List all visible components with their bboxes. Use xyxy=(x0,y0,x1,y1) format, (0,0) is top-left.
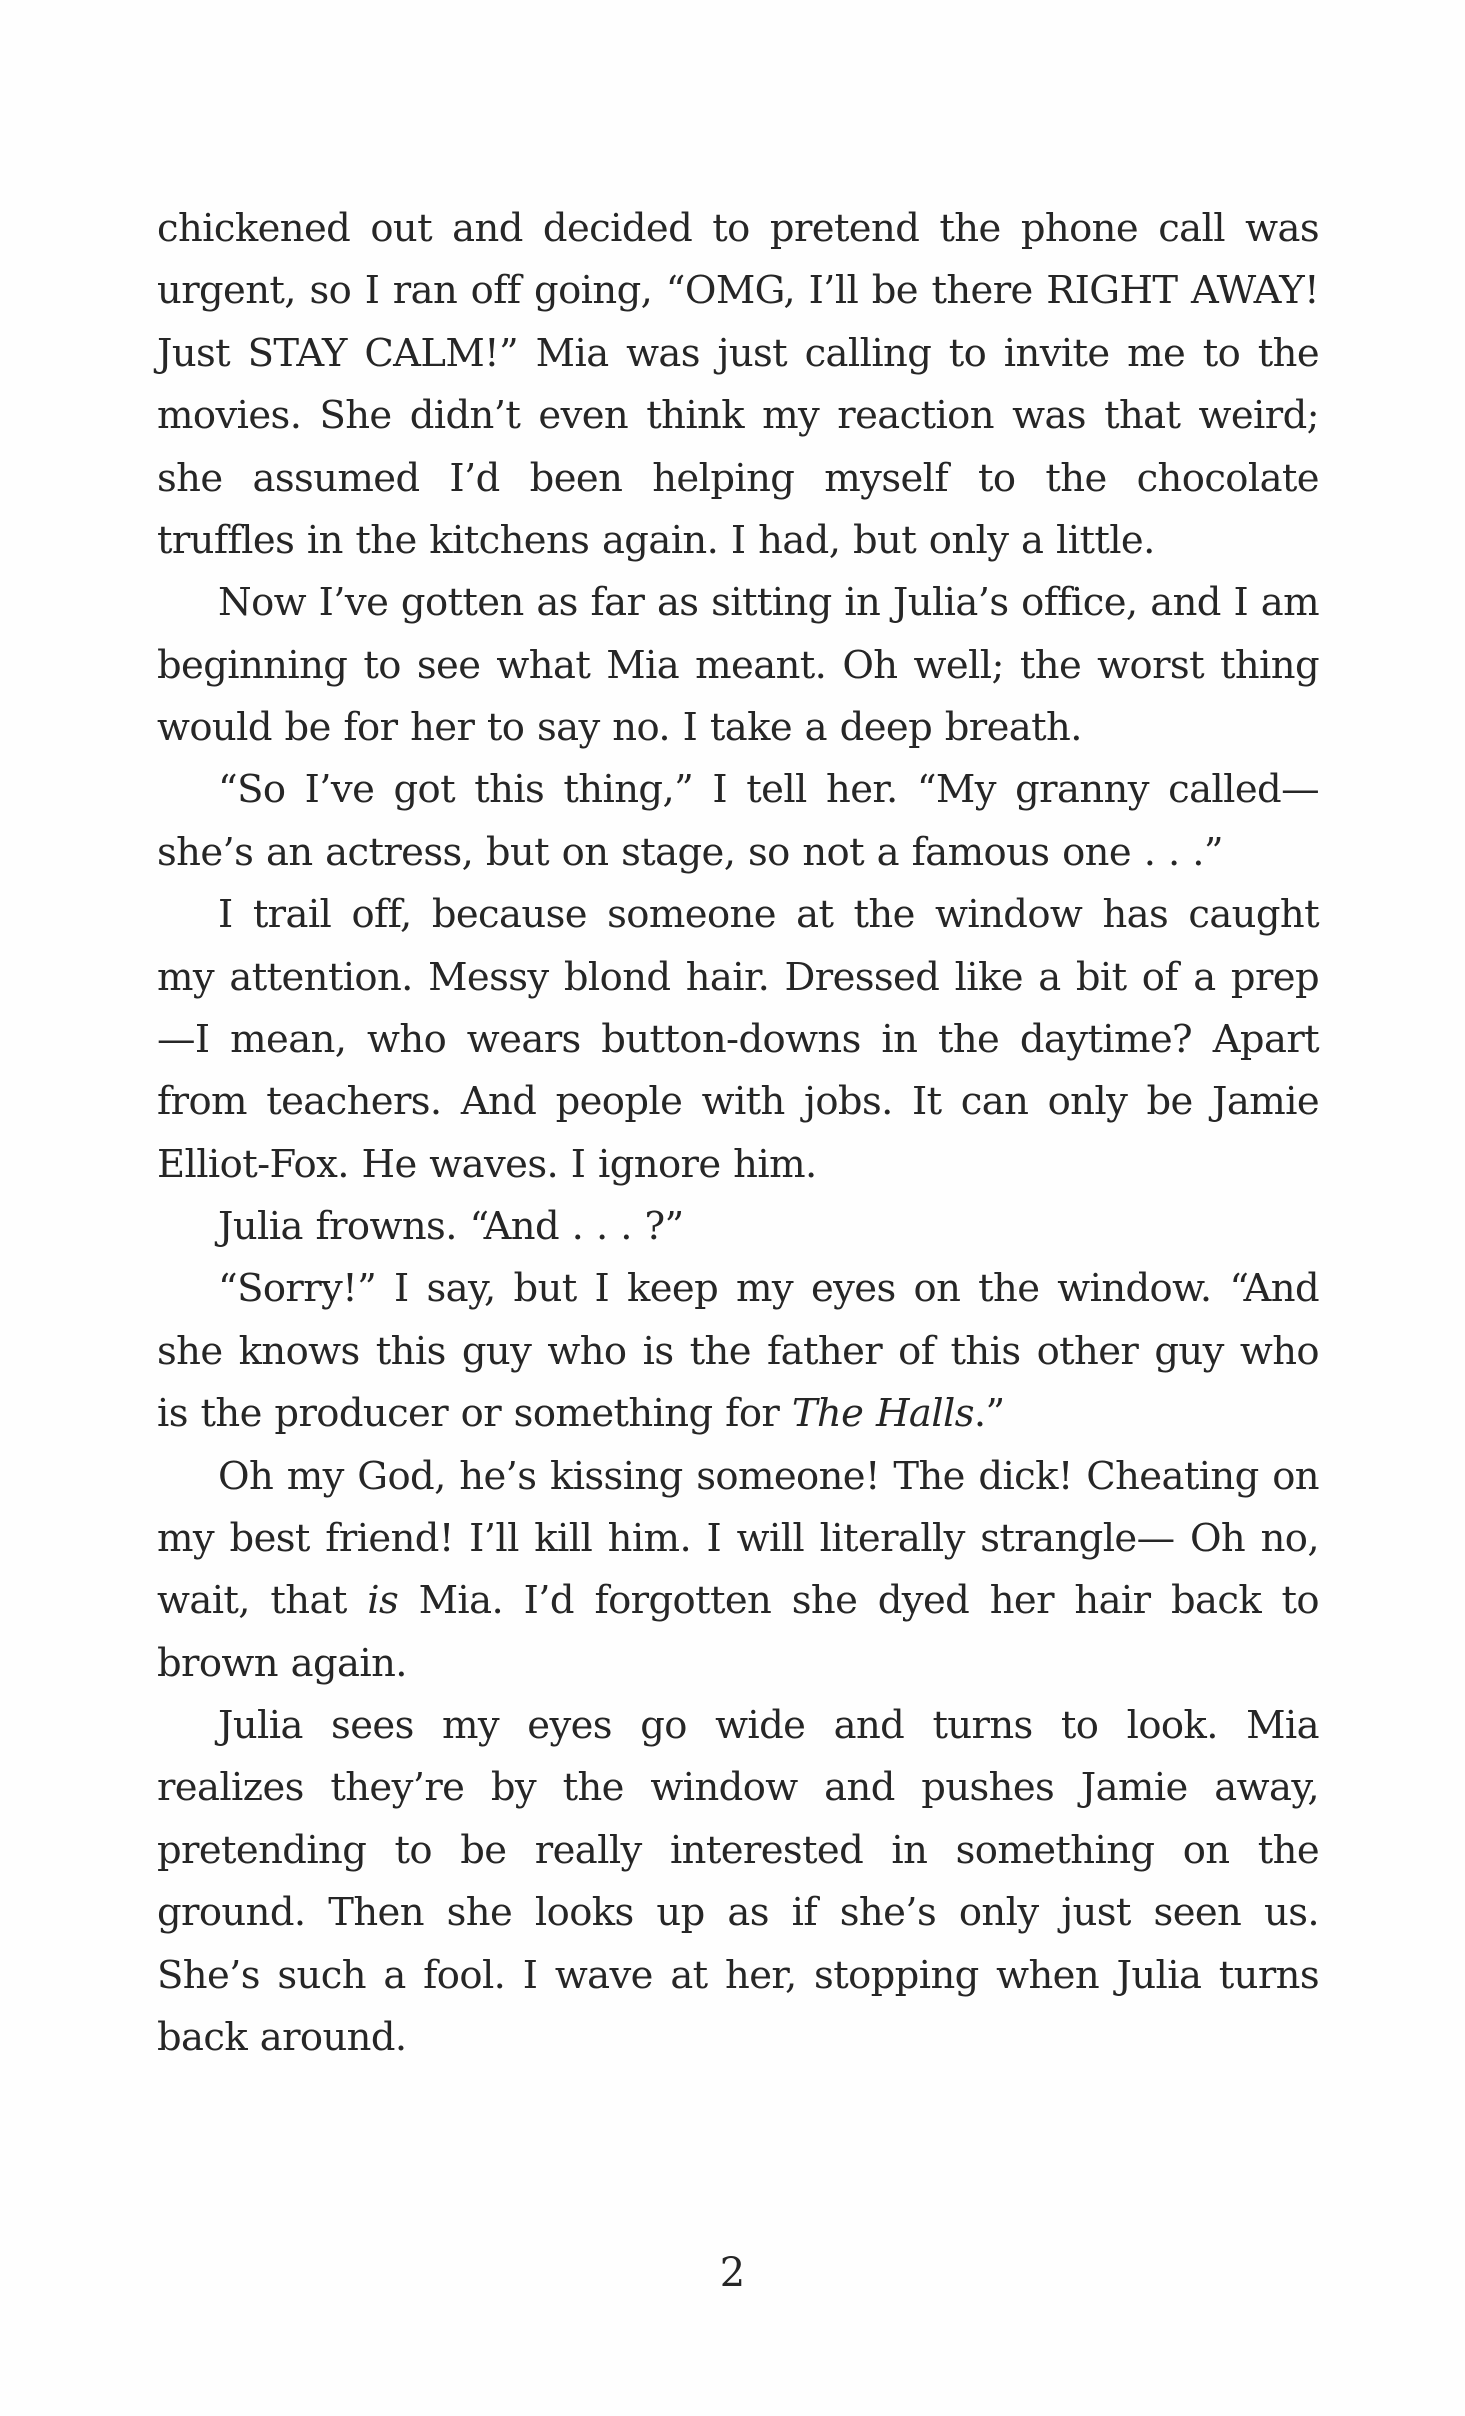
paragraph xyxy=(157,1695,1319,2069)
italic-text-run: is xyxy=(367,1578,399,1624)
text-run: “So I’ve got this thing,” I tell her. “My granny called—she’s an actress, but on stage, so not a famous one . . .” xyxy=(157,767,1319,875)
text-run: “Sorry!” I say, but I keep my eyes on the window. “And she knows this guy who is the father of this other guy who is the producer or something for xyxy=(157,1266,1319,1437)
paragraph xyxy=(157,198,1319,572)
text-run: Oh my God, he’s kissing someone! The dick! Cheating on my best friend! I’ll kill him. I will literally strangle— Oh no, wait, that xyxy=(157,1453,1319,1624)
paragraph xyxy=(157,759,1319,884)
text-run: Julia frowns. “And . . . ?” xyxy=(218,1204,684,1249)
text-run: Now I’ve gotten as far as sitting in Julia’s office, and I am beginning to see what Mia meant. Oh well; the worst thing would be for her to say no. I take a deep breath. xyxy=(157,580,1319,750)
page-number: 2 xyxy=(719,2250,746,2296)
text-run: I trail off, because someone at the window has caught my attention. Messy blond hair. Dressed like a bit of a prep—I mean, who wears button-downs in the daytime? Apart from teachers. And people with jobs. It can only be Jamie Elliot-Fox. He waves. I ignore him. xyxy=(157,892,1319,1187)
text-run: chickened out and decided to pretend the phone call was urgent, so I ran off going, “OMG, I’ll be there RIGHT AWAY! Just STAY CALM!” Mia was just calling to invite me to the movies. She didn’t even think my reaction was that weird; she assumed I’d been helping myself to the chocolate truffles in the kitchens again. I had, but only a little. xyxy=(157,206,1319,563)
paragraph xyxy=(157,884,1319,1196)
paragraph xyxy=(157,1258,1319,1445)
text-run: Mia. I’d forgotten she dyed her hair back to brown again. xyxy=(157,1578,1320,1686)
text-run: .” xyxy=(973,1391,1005,1437)
paragraph xyxy=(157,572,1319,759)
italic-text-run: The Halls xyxy=(791,1391,974,1437)
body-text xyxy=(157,198,1319,2069)
paragraph xyxy=(157,1446,1319,1696)
text-run: Julia sees my eyes go wide and turns to look. Mia realizes they’re by the window and pushes Jamie away, pretending to be really interested in something on the ground. Then she looks up as if she’s only just seen us. She’s such a fool. I wave at her, stopping when Julia turns back around. xyxy=(157,1703,1319,2060)
paragraph xyxy=(157,1196,1319,1258)
